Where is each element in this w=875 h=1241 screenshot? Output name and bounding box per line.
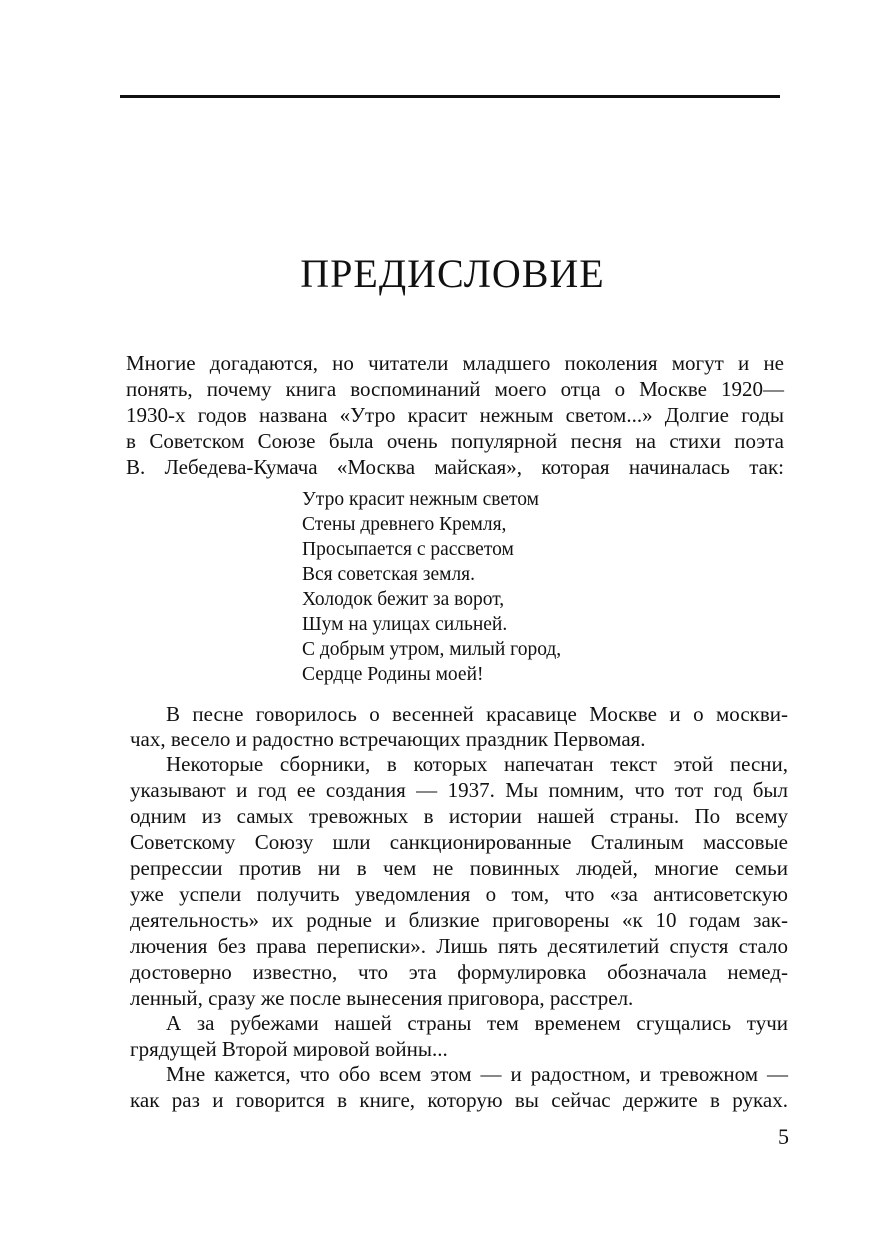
verse-line: Вся советская земля. xyxy=(302,564,476,585)
verse-line: Утро красит нежным светом xyxy=(302,489,540,510)
body-line: В песне говорилось о весенней красавице Москве и о москви- xyxy=(166,702,788,726)
body-line: как раз и говорится в книге, которую вы сейчас держите в руках. xyxy=(130,1088,788,1112)
body-line: одним из самых тревожных в истории нашей страны. По всему xyxy=(130,804,788,828)
header-rule xyxy=(120,95,780,98)
intro-line: в Советском Союзе была очень популярной песня на стихи поэта xyxy=(126,429,784,453)
verse-line: Просыпается с рассветом xyxy=(302,539,514,560)
body-line: Мне кажется, что обо всем этом — и радостном, и тревожном — xyxy=(166,1062,788,1086)
body-line: указывают и год ее создания — 1937. Мы помним, что тот год был xyxy=(130,778,788,802)
intro-line: понять, почему книга воспоминаний моего отца о Москве 1920— xyxy=(126,377,784,401)
body-line: Некоторые сборники, в которых напечатан текст этой песни, xyxy=(166,752,788,776)
intro-line: В. Лебедева-Кумача «Москва майская», которая начиналась так: xyxy=(126,455,784,479)
intro-line: Многие догадаются, но читатели младшего поколения могут и не xyxy=(126,351,784,375)
intro-line: 1930-х годов названа «Утро красит нежным светом...» Долгие годы xyxy=(126,403,784,427)
verse-line: Стены древнего Кремля, xyxy=(302,514,507,535)
body-line: лючения без права переписки». Лишь пять десятилетий спустя стало xyxy=(130,934,788,958)
page-number: 5 xyxy=(778,1124,789,1149)
page-title: ПРЕДИСЛОВИЕ xyxy=(300,251,605,296)
body-line: уже успели получить уведомления о том, что «за антисоветскую xyxy=(130,882,788,906)
body-line: деятельность» их родные и близкие приговорены «к 10 годам зак- xyxy=(130,908,788,932)
body-line: А за рубежами нашей страны тем временем сгущались тучи xyxy=(166,1011,788,1035)
verse-line: Сердце Родины моей! xyxy=(302,664,484,685)
body-line: ленный, сразу же после вынесения приговора, расстрел. xyxy=(130,986,634,1010)
verse-line: Холодок бежит за ворот, xyxy=(302,589,505,610)
body-line: Советскому Союзу шли санкционированные Сталиным массовые xyxy=(130,830,788,854)
body-line: чах, весело и радостно встречающих праздник Первомая. xyxy=(130,727,646,751)
body-line: достоверно известно, что эта формулировка обозначала немед- xyxy=(130,960,788,984)
verse-line: С добрым утром, милый город, xyxy=(302,639,562,660)
body-line: репрессии против ни в чем не повинных людей, многие семьи xyxy=(130,856,788,880)
verse-line: Шум на улицах сильней. xyxy=(302,614,508,635)
body-line: грядущей Второй мировой войны... xyxy=(130,1037,448,1061)
